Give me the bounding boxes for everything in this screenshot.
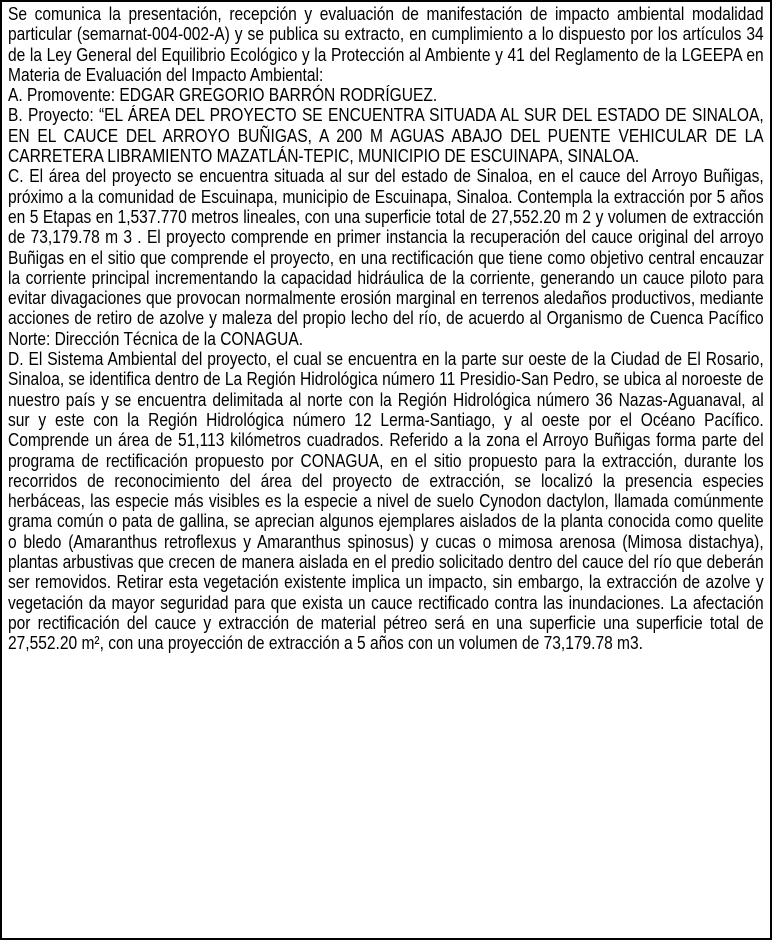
- promovente-paragraph: A. Promovente: EDGAR GREGORIO BARRÓN RODRÍGUEZ.: [8, 84, 438, 106]
- area-paragraph: C. El área del proyecto se encuentra situada al sur del estado de Sinaloa, en el cauce del Arroyo Buñigas, próximo a la comunidad de Escuinapa, municipio de Escuinapa, Sinaloa. Contempla la extracción por 5 años en 5 Etapas en 1,537.770 metros lineales, con una superficie total de 27,552.20 m 2 y volumen de extracción de 73,179.78 m 3 . El proyecto comprende en primer instancia la recuperación del cauce original del arroyo Buñigas en el sitio que comprende el proyecto, en una rectificación que tiene como objetivo central encauzar la corriente principal incrementando la capacidad hidráulica de la corriente, generando un cauce piloto para evitar divagaciones que provocan normalmente erosión marginal en terrenos aledaños productivos, mediante acciones de retiro de azolve y maleza del propio lecho del río, de acuerdo al Organismo de Cuenca Pacífico Norte: Dirección Técnica de la CONAGUA.: [8, 165, 764, 349]
- intro-paragraph: Se comunica la presentación, recepción y evaluación de manifestación de impacto ambiental modalidad particular (semarnat-004-002-A) y se publica su extracto, en cumplimiento a lo dispuesto por los artículos 34 de la Ley General del Equilibrio Ecológico y la Protección al Ambiente y 41 del Reglamento de la LGEEPA en Materia de Evaluación del Impacto Ambiental:: [8, 3, 764, 85]
- sistema-ambiental-paragraph: D. El Sistema Ambiental del proyecto, el cual se encuentra en la parte sur oeste de la Ciudad de El Rosario, Sinaloa, se identifica dentro de La Región Hidrológica número 11 Presidio-San Pedro, se ubica al noroeste de nuestro país y se encuentra delimitada al norte con la Región Hidrológica número 36 Nazas-Aguanaval, al sur y este con la Región Hidrológica número 12 Lerma-Santiago, y al oeste por el Océano Pacífico. Comprende un área de 51,113 kilómetros cuadrados. Referido a la zona el Arroyo Buñigas forma parte del programa de rectificación propuesto por CONAGUA, en el sitio propuesto para la extracción, durante los recorridos de reconocimiento del área del proyecto de extracción, se localizó la presencia especies herbáceas, las especie más visibles es la especie a nivel de suelo Cynodon dactylon, llamada comúnmente grama común o pata de gallina, se aprecian algunos ejemplares aislados de la planta conocida como quelite o bledo (Amaranthus retroflexus y Amaranthus spinosus) y cucas o mimosa arenosa (Mimosa distachya), plantas arbustivas que crecen de manera aislada en el predio solicitado dentro del cauce del río que deberán ser removidos. Retirar esta vegetación existente implica un impacto, sin embargo, la extracción de azolve y vegetación da mayor seguridad para que exista un cauce rectificado contra las inundaciones. La afectación por rectificación del cauce y extracción de material pétreo será en una superficie una superficie total de 27,552.20 m², con una proyección de extracción a 5 años con un volumen de 73,179.78 m3.: [8, 348, 764, 654]
- proyecto-paragraph: B. Proyecto: “EL ÁREA DEL PROYECTO SE ENCUENTRA SITUADA AL SUR DEL ESTADO DE SINALOA, EN EL CAUCE DEL ARROYO BUÑIGAS, A 200 M AGUAS ABAJO DEL PUENTE VEHICULAR DE LA CARRETERA LIBRAMIENTO MAZATLÁN-TEPIC, MUNICIPIO DE ESCUINAPA, SINALOA.: [8, 104, 764, 167]
